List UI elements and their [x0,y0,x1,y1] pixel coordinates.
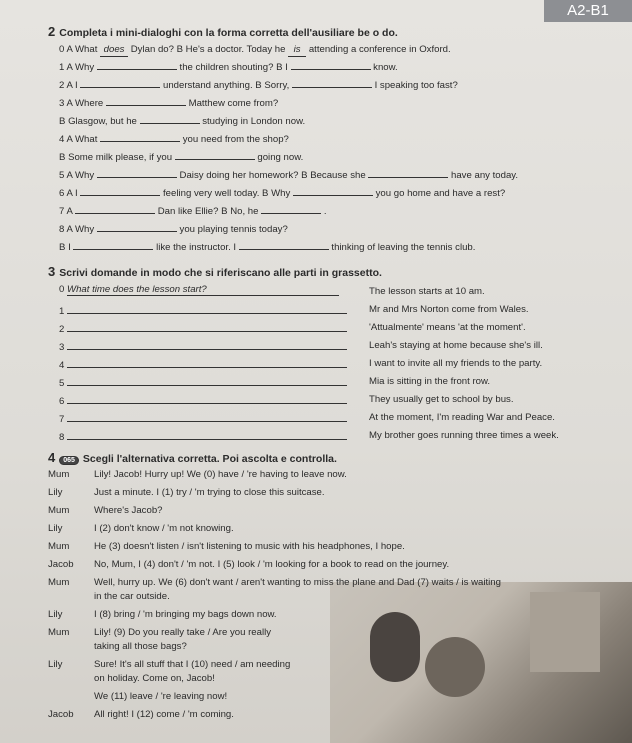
ex3-prompt-7: At the moment, I'm reading War and Peace. [369,412,555,423]
speaker: Mum [48,505,70,516]
ex3-answer-line[interactable] [67,392,347,404]
ex2-blank[interactable] [175,159,255,160]
dialogue-line: I (8) bring / 'm bringing my bags down now. [94,609,277,620]
ex2-line-4 [59,116,305,128]
ex3-prompt-0: The lesson starts at 10 am. [369,286,485,297]
ex2-blank[interactable] [97,177,177,178]
ex3-number: 8 [59,432,65,443]
speaker: Mum [48,469,70,480]
ex2-blank[interactable] [140,123,200,124]
ex2-blank[interactable] [293,195,373,196]
ex3-prompt-2: 'Attualmente' means 'at the moment'. [369,322,526,333]
photo-suitcase-shape [425,637,485,697]
ex2-text: you go home and have a rest? [375,188,506,199]
ex3-number: 4 [59,360,65,371]
dialogue-line: Sure! It's all stuff that I (10) need / am needing [94,659,291,670]
ex2-text: like the instructor. I [156,242,237,253]
ex3-item-2 [59,320,347,335]
ex2-line-10 [59,224,288,236]
speaker: Mum [48,627,70,638]
dialogue-line: I (2) don't know / 'm not knowing. [94,523,234,534]
ex2-text: you need from the shop? [182,134,289,145]
dialogue-photo [330,582,632,743]
ex2-line-1 [59,62,398,74]
ex3-number: 3 [59,342,65,353]
exercise-3-instruction: Scrivi domande in modo che si riferiscano alle parti in grassetto. [59,267,382,279]
ex2-text: you playing tennis today? [179,224,288,235]
ex2-line-2 [59,80,458,92]
ex3-prompt-3: Leah's staying at home because she's ill. [369,340,543,351]
ex2-line-11 [59,242,475,254]
dialogue-line: Just a minute. I (1) try / 'm trying to close this suitcase. [94,487,325,498]
ex3-number: 2 [59,324,65,335]
speaker: Lily [48,609,63,620]
ex2-line-0 [59,44,451,57]
ex2-blank[interactable] [239,249,329,250]
ex2-blank[interactable] [75,213,155,214]
dialogue-line: Lily! Jacob! Hurry up! We (0) have / 're having to leave now. [94,469,347,480]
dialogue-line: Lily! (9) Do you really take / Are you really [94,627,272,638]
ex2-line-8 [59,188,505,200]
speaker: Jacob [48,709,74,720]
ex2-text: attending a conference in Oxford. [308,44,451,55]
ex2-text: B Glasgow, but he [59,116,137,127]
ex2-text: 4 A What [59,134,98,145]
dialogue-line-continued: taking all those bags? [94,641,187,652]
speaker: Jacob [48,559,74,570]
ex3-item-8 [59,428,347,443]
ex2-text: feeling very well today. B Why [163,188,291,199]
ex2-line-5 [59,134,289,146]
ex2-text: know. [373,62,398,73]
ex2-text: 5 A Why [59,170,95,181]
ex2-blank[interactable] [291,69,371,70]
ex3-item-5 [59,374,347,389]
exercise-3-number: 3 [48,264,56,279]
ex2-text: 2 A I [59,80,78,91]
ex2-text: going now. [257,152,304,163]
exercise-4-instruction: Scegli l'alternativa corretta. Poi ascolta e controlla. [82,453,337,465]
ex2-blank[interactable] [80,195,160,196]
ex3-answer-line[interactable] [67,338,347,350]
speaker: Lily [48,659,63,670]
exercise-4-number: 4 [48,450,56,465]
ex3-answer-line[interactable] [67,356,347,368]
ex2-text: I speaking too fast? [374,80,458,91]
ex3-item-4 [59,356,347,371]
exercise-3-heading [48,264,382,279]
ex3-answer-line[interactable] [67,320,347,332]
ex3-answer-line[interactable] [67,302,347,314]
speaker: Lily [48,523,63,534]
dialogue-line-continued: on holiday. Come on, Jacob! [94,673,215,684]
ex3-item-0 [59,284,339,296]
level-badge: A2-B1 [544,0,632,22]
dialogue-line: No, Mum, I (4) don't / 'm not. I (5) look / 'm looking for a book to read on the journey. [94,559,450,570]
ex2-answer-blank[interactable] [288,44,306,57]
dialogue-line-continued: We (11) leave / 're leaving now! [94,691,228,702]
ex2-text: 8 A Why [59,224,95,235]
ex3-prompt-1: Mr and Mrs Norton come from Wales. [369,304,529,315]
ex3-number: 7 [59,414,65,425]
ex3-number: 6 [59,396,65,407]
dialogue-line: Where's Jacob? [94,505,163,516]
ex3-answer-line[interactable] [67,410,347,422]
ex2-answer: does [103,44,125,55]
ex3-example-answer: What time does the lesson start? [67,284,207,295]
ex2-blank[interactable] [97,69,177,70]
ex2-text: 6 A I [59,188,78,199]
exercise-2-instruction: Completa i mini-dialoghi con la forma corretta dell'ausiliare be o do. [59,27,398,39]
ex3-number: 5 [59,378,65,389]
ex2-text: thinking of leaving the tennis club. [331,242,476,253]
audio-track-icon[interactable]: 065 [59,456,79,465]
ex2-text: have any today. [451,170,519,181]
speaker: Mum [48,577,70,588]
ex2-blank[interactable] [100,141,180,142]
dialogue-line: He (3) doesn't listen / isn't listening to music with his headphones, I hope. [94,541,405,552]
ex2-text: B I [59,242,71,253]
ex3-answer-line[interactable] [67,284,339,296]
ex2-text: 1 A Why [59,62,95,73]
ex3-number: 1 [59,306,65,317]
dialogue-line: All right! I (12) come / 'm coming. [94,709,234,720]
dialogue-line: Well, hurry up. We (6) don't want / aren't wanting to miss the plane and Dad (7) waits / is waiting [94,577,501,588]
ex3-item-1 [59,302,347,317]
ex2-line-6 [59,152,303,164]
ex2-blank[interactable] [97,231,177,232]
ex3-prompt-4: I want to invite all my friends to the party. [369,358,543,369]
speaker: Mum [48,541,70,552]
ex3-number: 0 [59,284,65,295]
ex2-text: B Some milk please, if you [59,152,173,163]
photo-person-shape [370,612,420,682]
ex3-prompt-8: My brother goes running three times a week. [369,430,559,441]
ex3-item-6 [59,392,347,407]
ex2-line-3 [59,98,278,110]
ex2-answer-blank[interactable] [100,44,128,57]
ex2-blank[interactable] [292,87,372,88]
ex2-blank[interactable] [73,249,153,250]
ex2-answer: is [293,44,301,55]
ex3-answer-line[interactable] [67,428,347,440]
ex2-blank[interactable] [106,105,186,106]
exercise-4-heading [48,450,337,465]
ex2-text: studying in London now. [202,116,306,127]
ex2-text: Daisy doing her homework? B Because she [179,170,366,181]
ex3-item-3 [59,338,347,353]
ex2-text: 7 A [59,206,73,217]
ex2-text: 3 A Where [59,98,104,109]
ex2-blank[interactable] [368,177,448,178]
photo-background-shape [530,592,600,672]
exercise-2-number: 2 [48,24,56,39]
dialogue-line-continued: in the car outside. [94,591,170,602]
speaker: Lily [48,487,63,498]
ex2-blank[interactable] [261,213,321,214]
ex2-text: understand anything. B Sorry, [163,80,290,91]
ex2-text: the children shouting? B I [179,62,288,73]
exercise-2-heading [48,24,398,39]
ex2-text: Dylan do? B He's a doctor. Today he [130,44,286,55]
ex2-blank[interactable] [80,87,160,88]
ex2-text: . [323,206,327,217]
ex2-line-9 [59,206,327,218]
ex3-item-7 [59,410,347,425]
ex2-text: Dan like Ellie? B No, he [157,206,259,217]
ex2-text: Matthew come from? [188,98,279,109]
ex3-answer-line[interactable] [67,374,347,386]
ex3-prompt-6: They usually get to school by bus. [369,394,514,405]
ex2-text: 0 A What [59,44,98,55]
ex3-prompt-5: Mia is sitting in the front row. [369,376,491,387]
ex2-line-7 [59,170,518,182]
